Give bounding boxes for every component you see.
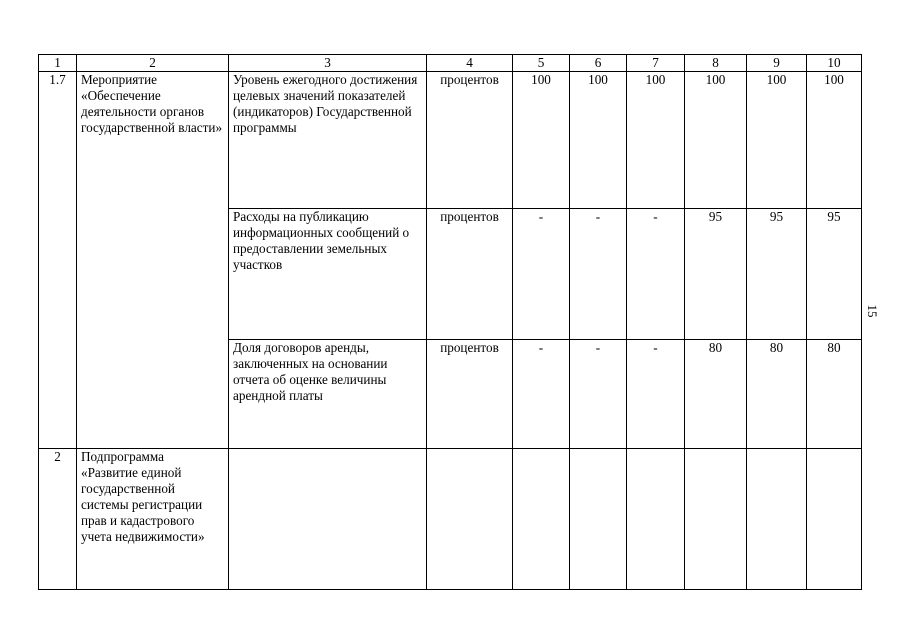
empty-cell — [685, 449, 747, 590]
empty-cell — [747, 449, 807, 590]
row-name: Подпрограмма «Развитие единой государственной системы регистрации прав и кадастрового учета недвижимости» — [77, 449, 229, 590]
empty-cell — [427, 449, 513, 590]
row-name: Мероприятие «Обеспечение деятельности органов государственной власти» — [77, 72, 229, 449]
empty-cell — [807, 449, 862, 590]
value-cell: - — [570, 209, 627, 340]
column-header: 2 — [77, 55, 229, 72]
value-cell: 80 — [685, 340, 747, 449]
table-row — [39, 72, 862, 209]
column-header: 1 — [39, 55, 77, 72]
value-cell: 100 — [747, 72, 807, 209]
value-cell: 80 — [747, 340, 807, 449]
value-cell: - — [570, 340, 627, 449]
value-cell: - — [513, 340, 570, 449]
indicator-name: Расходы на публикацию информационных сообщений о предоставлении земельных участков — [229, 209, 427, 340]
indicator-unit: процентов — [427, 209, 513, 340]
value-cell: 95 — [747, 209, 807, 340]
value-cell: 100 — [570, 72, 627, 209]
indicator-unit: процентов — [427, 340, 513, 449]
row-code: 1.7 — [39, 72, 77, 449]
empty-cell — [513, 449, 570, 590]
column-header: 10 — [807, 55, 862, 72]
column-header: 4 — [427, 55, 513, 72]
value-cell: 100 — [807, 72, 862, 209]
indicator-unit: процентов — [427, 72, 513, 209]
value-cell: 100 — [627, 72, 685, 209]
empty-cell — [570, 449, 627, 590]
column-header: 7 — [627, 55, 685, 72]
empty-cell — [229, 449, 427, 590]
row-code: 2 — [39, 449, 77, 590]
empty-cell — [627, 449, 685, 590]
value-cell: 95 — [807, 209, 862, 340]
table-row — [39, 449, 862, 590]
column-header: 6 — [570, 55, 627, 72]
column-header: 9 — [747, 55, 807, 72]
header-row — [39, 55, 862, 72]
value-cell: 100 — [685, 72, 747, 209]
value-cell: 100 — [513, 72, 570, 209]
value-cell: - — [513, 209, 570, 340]
column-header: 3 — [229, 55, 427, 72]
value-cell: - — [627, 340, 685, 449]
value-cell: 95 — [685, 209, 747, 340]
value-cell: 80 — [807, 340, 862, 449]
column-header: 8 — [685, 55, 747, 72]
indicator-name: Уровень ежегодного достижения целевых значений показателей (индикаторов) Государственной программы — [229, 72, 427, 209]
indicator-name: Доля договоров аренды, заключенных на основании отчета об оценке величины арендной платы — [229, 340, 427, 449]
page-number: 15 — [865, 304, 880, 318]
indicator-table — [38, 54, 862, 590]
column-header: 5 — [513, 55, 570, 72]
value-cell: - — [627, 209, 685, 340]
